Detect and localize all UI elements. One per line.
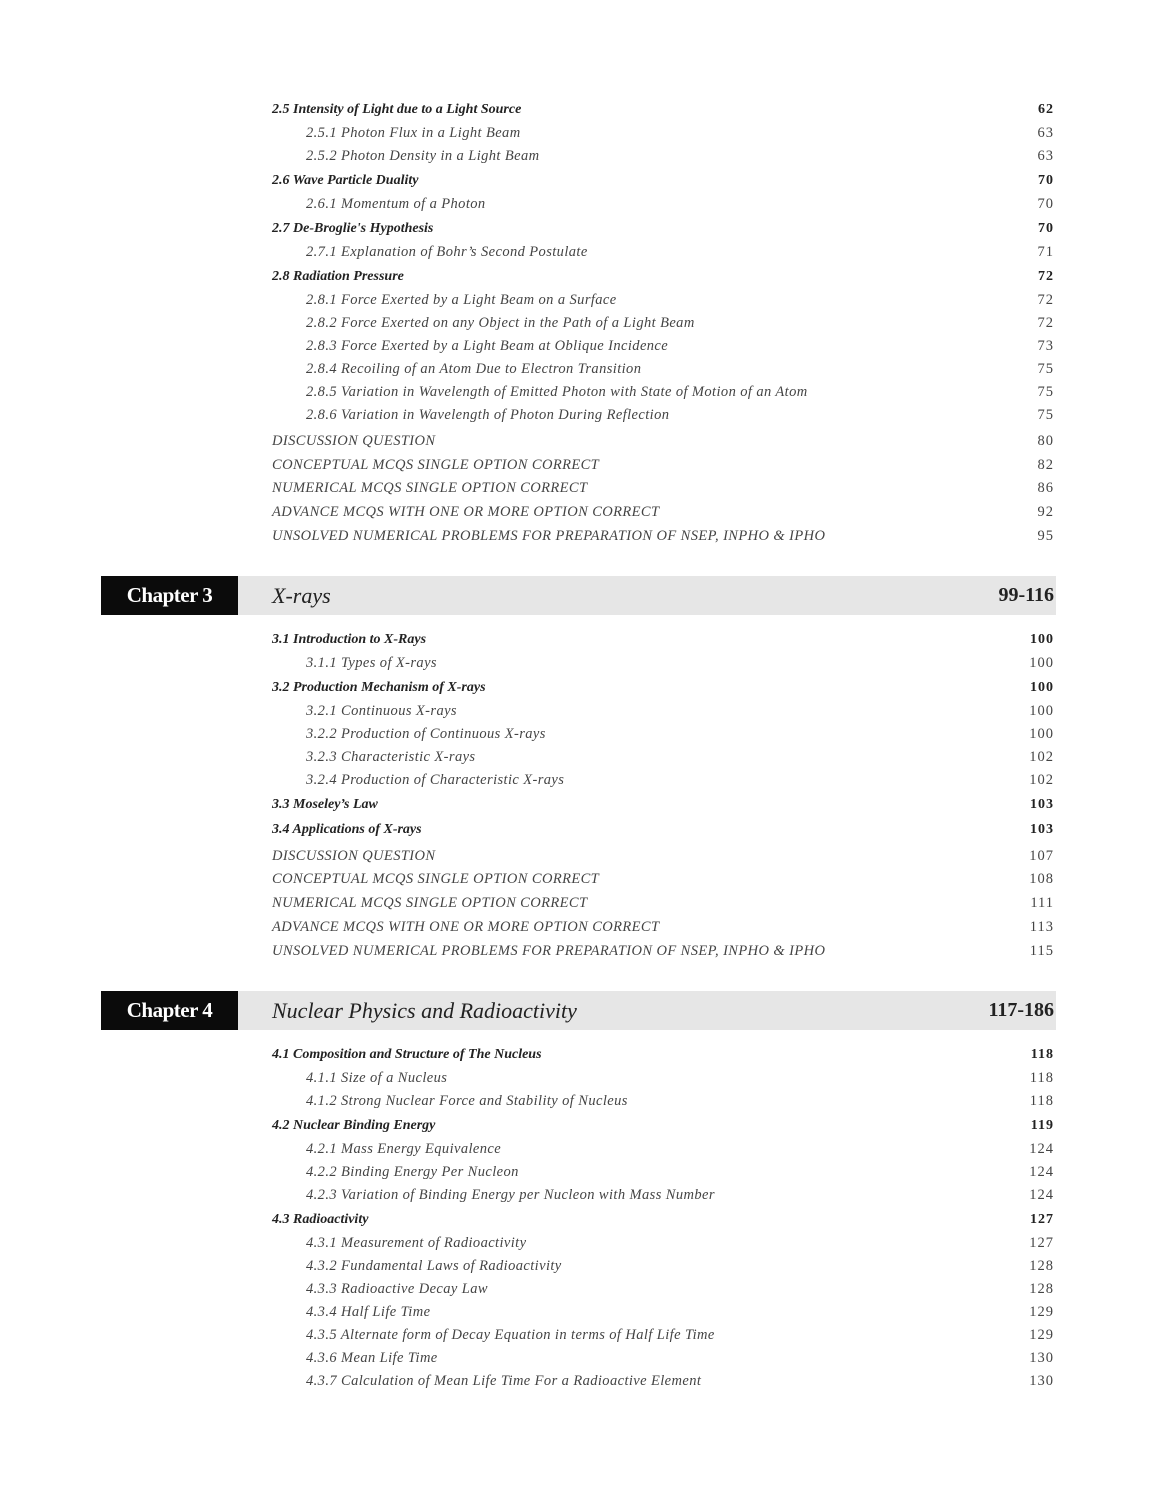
toc-entry-exercise[interactable] (272, 525, 1054, 547)
toc-entry-title: UNSOLVED NUMERICAL PROBLEMS FOR PREPARATION OF NSEP, INPHO & IPHO (272, 943, 826, 959)
toc-entry-page: 129 (1029, 1327, 1054, 1343)
toc-entry-page: 124 (1029, 1164, 1054, 1180)
toc-entry-exercise[interactable] (272, 940, 1054, 962)
toc-entry-title: 4.3.2 Fundamental Laws of Radioactivity (306, 1258, 562, 1274)
toc-entry-exercise[interactable] (272, 454, 1054, 476)
toc-entry-sub[interactable] (272, 381, 1054, 403)
toc-entry-title: 2.5.1 Photon Flux in a Light Beam (306, 125, 521, 141)
toc-entry-title: 2.7.1 Explanation of Bohr’s Second Postulate (306, 244, 588, 260)
toc-entry-title: 4.3.4 Half Life Time (306, 1304, 431, 1320)
toc-entry-page: 118 (1029, 1093, 1054, 1109)
toc-entry-page: 102 (1029, 772, 1054, 788)
toc-entry-page: 72 (1037, 292, 1054, 308)
toc-entry-title: 2.8.2 Force Exerted on any Object in the Path of a Light Beam (306, 315, 695, 331)
toc-entry-title: 3.1.1 Types of X-rays (306, 655, 437, 671)
toc-entry-sub[interactable] (272, 700, 1054, 722)
toc-entry-page: 72 (1038, 269, 1054, 284)
toc-entry-title: 4.3.1 Measurement of Radioactivity (306, 1235, 527, 1251)
toc-entry-page: 75 (1037, 407, 1054, 423)
toc-entry-sub[interactable] (272, 1184, 1054, 1206)
toc-entry-exercise[interactable] (272, 868, 1054, 890)
toc-entry-title: 4.1.1 Size of a Nucleus (306, 1070, 448, 1086)
toc-entry-main[interactable] (272, 794, 1054, 816)
toc-entry-exercise[interactable] (272, 892, 1054, 914)
toc-entry-page: 100 (1029, 726, 1054, 742)
toc-entry-title: DISCUSSION QUESTION (272, 848, 436, 864)
chapter-label: Chapter 4 (101, 991, 238, 1030)
toc-entry-page: 70 (1038, 173, 1054, 188)
toc-entry-page: 70 (1038, 221, 1054, 236)
toc-entry-title: 3.4 Applications of X-rays (272, 822, 422, 837)
toc-entry-sub[interactable] (272, 1090, 1054, 1112)
toc-entry-page: 100 (1029, 703, 1054, 719)
toc-entry-page: 103 (1030, 822, 1054, 837)
toc-entry-title: 3.3 Moseley’s Law (272, 797, 378, 812)
toc-entry-page: 102 (1029, 749, 1054, 765)
toc-entry-title: 3.2.3 Characteristic X-rays (306, 749, 476, 765)
toc-entry-main[interactable] (272, 1115, 1054, 1137)
toc-entry-sub[interactable] (272, 404, 1054, 426)
toc-entry-page: 107 (1029, 848, 1054, 864)
toc-entry-title: ADVANCE MCQS WITH ONE OR MORE OPTION CORRECT (272, 504, 660, 520)
toc-entry-page: 75 (1037, 384, 1054, 400)
toc-entry-title: 4.2.3 Variation of Binding Energy per Nucleon with Mass Number (306, 1187, 715, 1203)
toc-entry-title: 2.6.1 Momentum of a Photon (306, 196, 486, 212)
toc-entry-sub[interactable] (272, 1278, 1054, 1300)
toc-entry-sub[interactable] (272, 241, 1054, 263)
toc-entry-page: 75 (1037, 361, 1054, 377)
toc-entry-title: 2.8.6 Variation in Wavelength of Photon During Reflection (306, 407, 670, 423)
toc-entry-page: 111 (1030, 895, 1054, 911)
toc-entry-title: 2.8.1 Force Exerted by a Light Beam on a Surface (306, 292, 617, 308)
toc-entry-page: 128 (1029, 1258, 1054, 1274)
toc-entry-page: 100 (1030, 632, 1054, 647)
chapter-title-bar (238, 991, 1056, 1030)
toc-entry-page: 70 (1037, 196, 1054, 212)
toc-entry-title: 3.1 Introduction to X-Rays (272, 632, 427, 647)
toc-entry-page: 82 (1037, 457, 1054, 473)
toc-entry-sub[interactable] (272, 746, 1054, 768)
toc-entry-sub[interactable] (272, 1255, 1054, 1277)
toc-entry-sub[interactable] (272, 1347, 1054, 1369)
toc-entry-title: 4.2.1 Mass Energy Equivalence (306, 1141, 502, 1157)
toc-entry-page: 130 (1029, 1373, 1054, 1389)
toc-entry-page: 124 (1029, 1141, 1054, 1157)
toc-entry-title: 2.5.2 Photon Density in a Light Beam (306, 148, 540, 164)
toc-entry-title: 2.5 Intensity of Light due to a Light Source (272, 102, 522, 117)
toc-entry-page: 124 (1029, 1187, 1054, 1203)
toc-entry-page: 71 (1037, 244, 1054, 260)
toc-entry-sub[interactable] (272, 1370, 1054, 1392)
toc-entry-main[interactable] (272, 629, 1054, 651)
toc-entry-page: 127 (1029, 1235, 1054, 1251)
toc-entry-exercise[interactable] (272, 845, 1054, 867)
toc-entry-page: 100 (1030, 680, 1054, 695)
toc-entry-page: 95 (1037, 528, 1054, 544)
toc-entry-title: 3.2.2 Production of Continuous X-rays (306, 726, 546, 742)
toc-entry-title: 3.2 Production Mechanism of X-rays (272, 680, 486, 695)
toc-entry-main[interactable] (272, 99, 1054, 121)
chapter-label: Chapter 3 (101, 576, 238, 615)
toc-entry-main[interactable] (272, 170, 1054, 192)
toc-entry-sub[interactable] (272, 122, 1054, 144)
toc-entry-title: 4.3 Radioactivity (272, 1212, 369, 1227)
toc-entry-title: 3.2.1 Continuous X-rays (306, 703, 457, 719)
toc-entry-page: 127 (1030, 1212, 1054, 1227)
toc-entry-main[interactable] (272, 819, 1054, 841)
chapter-page-range: 117-186 (988, 999, 1054, 1021)
chapter-header (101, 576, 1056, 615)
toc-entry-title: 2.8.3 Force Exerted by a Light Beam at Oblique Incidence (306, 338, 669, 354)
toc-entry-sub[interactable] (272, 1161, 1054, 1183)
toc-entry-title: NUMERICAL MCQS SINGLE OPTION CORRECT (272, 480, 588, 496)
toc-entry-sub[interactable] (272, 723, 1054, 745)
toc-entry-page: 80 (1037, 433, 1054, 449)
toc-entry-title: 4.3.6 Mean Life Time (306, 1350, 438, 1366)
toc-entry-sub[interactable] (272, 312, 1054, 334)
toc-entry-title: ADVANCE MCQS WITH ONE OR MORE OPTION CORRECT (272, 919, 660, 935)
toc-entry-page: 63 (1037, 148, 1054, 164)
toc-entry-page: 128 (1029, 1281, 1054, 1297)
toc-entry-page: 118 (1029, 1070, 1054, 1086)
chapter-title-bar (238, 576, 1056, 615)
toc-entry-page: 86 (1037, 480, 1054, 496)
toc-entry-title: DISCUSSION QUESTION (272, 433, 436, 449)
toc-entry-title: 4.2.2 Binding Energy Per Nucleon (306, 1164, 519, 1180)
toc-entry-page: 130 (1029, 1350, 1054, 1366)
toc-entry-main[interactable] (272, 266, 1054, 288)
toc-entry-sub[interactable] (272, 769, 1054, 791)
toc-entry-title: 4.1 Composition and Structure of The Nucleus (272, 1047, 542, 1062)
toc-entry-page: 129 (1029, 1304, 1054, 1320)
toc-entry-title: 2.8 Radiation Pressure (272, 269, 404, 284)
toc-entry-exercise[interactable] (272, 477, 1054, 499)
toc-entry-title: 2.6 Wave Particle Duality (272, 173, 419, 188)
toc-entry-page: 118 (1030, 1047, 1054, 1062)
toc-entry-sub[interactable] (272, 1301, 1054, 1323)
toc-entry-title: 2.7 De-Broglie's Hypothesis (272, 221, 434, 236)
toc-entry-page: 113 (1029, 919, 1054, 935)
toc-entry-exercise[interactable] (272, 430, 1054, 452)
toc-entry-sub[interactable] (272, 193, 1054, 215)
toc-entry-page: 62 (1038, 102, 1054, 117)
chapter-page-range: 99-116 (998, 584, 1054, 606)
toc-entry-title: 4.2 Nuclear Binding Energy (272, 1118, 436, 1133)
toc-entry-sub[interactable] (272, 1324, 1054, 1346)
toc-entry-title: CONCEPTUAL MCQS SINGLE OPTION CORRECT (272, 871, 600, 887)
toc-entry-title: UNSOLVED NUMERICAL PROBLEMS FOR PREPARATION OF NSEP, INPHO & IPHO (272, 528, 826, 544)
toc-entry-title: 4.3.3 Radioactive Decay Law (306, 1281, 488, 1297)
toc-entry-sub[interactable] (272, 652, 1054, 674)
chapter-header (101, 991, 1056, 1030)
toc-entry-page: 115 (1029, 943, 1054, 959)
toc-entry-page: 100 (1029, 655, 1054, 671)
toc-entry-page: 63 (1037, 125, 1054, 141)
toc-entry-sub[interactable] (272, 335, 1054, 357)
toc-entry-main[interactable] (272, 218, 1054, 240)
toc-entry-title: 4.3.5 Alternate form of Decay Equation in terms of Half Life Time (306, 1327, 715, 1343)
toc-entry-title: NUMERICAL MCQS SINGLE OPTION CORRECT (272, 895, 588, 911)
toc-entry-exercise[interactable] (272, 501, 1054, 523)
toc-entry-exercise[interactable] (272, 916, 1054, 938)
toc-entry-title: 4.3.7 Calculation of Mean Life Time For a Radioactive Element (306, 1373, 702, 1389)
toc-entry-page: 108 (1029, 871, 1054, 887)
toc-entry-page: 72 (1037, 315, 1054, 331)
toc-entry-title: CONCEPTUAL MCQS SINGLE OPTION CORRECT (272, 457, 600, 473)
chapter-title: Nuclear Physics and Radioactivity (272, 998, 577, 1023)
toc-entry-sub[interactable] (272, 145, 1054, 167)
toc-entry-page: 103 (1030, 797, 1054, 812)
toc-entry-title: 4.1.2 Strong Nuclear Force and Stability of Nucleus (306, 1093, 628, 1109)
toc-entry-main[interactable] (272, 1209, 1054, 1231)
chapter-title: X-rays (272, 583, 331, 608)
toc-entry-sub[interactable] (272, 1232, 1054, 1254)
toc-entry-sub[interactable] (272, 358, 1054, 380)
toc-entry-page: 119 (1030, 1118, 1054, 1133)
toc-entry-title: 3.2.4 Production of Characteristic X-rays (306, 772, 565, 788)
toc-entry-sub[interactable] (272, 1067, 1054, 1089)
toc-entry-page: 73 (1037, 338, 1054, 354)
toc-entry-title: 2.8.5 Variation in Wavelength of Emitted Photon with State of Motion of an Atom (306, 384, 808, 400)
toc-entry-page: 92 (1037, 504, 1054, 520)
toc-entry-title: 2.8.4 Recoiling of an Atom Due to Electron Transition (306, 361, 642, 377)
toc-entry-sub[interactable] (272, 1138, 1054, 1160)
toc-entry-main[interactable] (272, 677, 1054, 699)
toc-entry-sub[interactable] (272, 289, 1054, 311)
toc-entry-main[interactable] (272, 1044, 1054, 1066)
